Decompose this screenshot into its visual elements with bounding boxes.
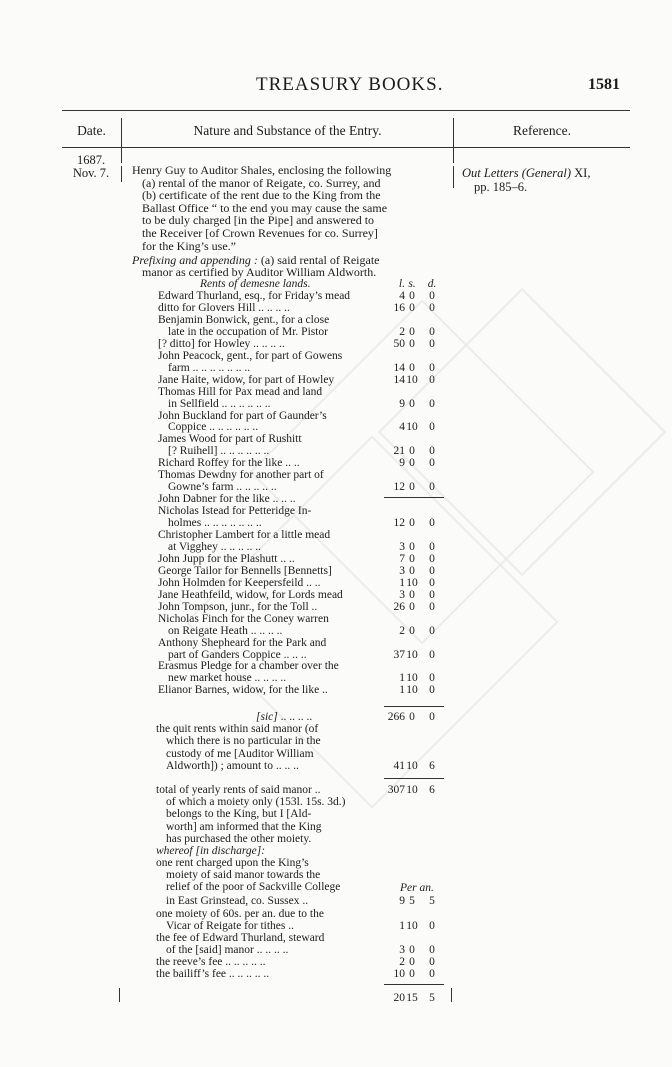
quit-d: 6 (429, 760, 435, 772)
final-d: 5 (429, 992, 435, 1004)
rental-row-l: 3 (399, 564, 405, 577)
prefix-text: (a) said rental of Reigate (257, 253, 380, 267)
rental-row-d: 0 (429, 517, 435, 530)
intro-line: (b) certificate of the rent due to the King from the (142, 188, 381, 203)
rental-row-s: 0 (409, 600, 415, 613)
rental-row-d: 0 (429, 361, 435, 374)
rental-row-d: 0 (429, 337, 435, 350)
rental-row-text: John Buckland for part of Gaunder’s (158, 409, 327, 422)
rental-row-text: John Holmden for Keepersfeild .. .. (158, 576, 321, 589)
rental-row-text: Benjamin Bonwick, gent., for a close (158, 313, 330, 326)
rental-row-l: 3 (399, 540, 405, 553)
quit-rent-line: Aldworth]) ; amount to .. .. .. (166, 759, 299, 772)
rental-row-text: in Sellfield .. .. .. .. .. .. (168, 397, 271, 410)
quit-rent-line: which there is no particular in the (166, 735, 321, 748)
reference-volume: XI, (571, 166, 591, 180)
charge-l: 10 (393, 968, 405, 980)
charge-l: 3 (399, 944, 405, 956)
intro-line: the Receiver [of Crown Revenues for co. Surrey] (142, 226, 378, 240)
intro-line: for the King’s use.” (142, 238, 236, 253)
charge-line: in East Grinstead, co. Sussex .. (166, 895, 309, 907)
prefix-label: Prefixing and appending : (132, 253, 258, 267)
charge-d: 0 (429, 920, 435, 932)
rental-row-s: 0 (409, 325, 415, 338)
rental-row-l: 16 (393, 301, 405, 314)
rental-row-text: John Tompson, junr., for the Toll .. (158, 600, 318, 613)
rental-row-s: 0 (409, 457, 415, 470)
intro-line: to be duly charged [in the Pipe] and answered to (142, 213, 375, 228)
total-l: 307 (387, 784, 405, 796)
charge-line: one rent charged upon the King’s (156, 857, 309, 869)
rental-row-s: 0 (409, 361, 415, 374)
charge-l: 2 (399, 956, 405, 968)
total-line: of which a moiety only (153l. 15s. 3d.) (166, 796, 346, 809)
final-l: 20 (393, 992, 405, 1004)
rental-row-l: 9 (399, 457, 405, 470)
subtotal-d: 0 (429, 711, 435, 723)
total-line: belongs to the King, but I [Ald- (166, 808, 312, 821)
final-rule (384, 984, 444, 985)
table-top-rule (62, 110, 630, 111)
rental-row-l: 12 (393, 481, 405, 494)
charge-line: relief of the poor of Sackville College (166, 881, 341, 893)
header-bottom-rule (62, 147, 630, 148)
rental-row-l: 2 (399, 325, 405, 338)
intro-line: Ballast Office “ to the end you may cause the same (142, 200, 388, 215)
charge-line: the fee of Edward Thurland, steward (156, 932, 325, 944)
column-header-date: Date. (77, 123, 106, 138)
subtotal-label (256, 711, 312, 723)
rental-row-d: 0 (429, 301, 435, 314)
rental-row-text: [? ditto] for Howley .. .. .. .. (158, 337, 285, 350)
rental-row-text: Coppice .. .. .. .. .. .. (168, 421, 259, 434)
rental-row-l: 26 (393, 600, 405, 613)
rental-row-d: 0 (429, 564, 435, 577)
charge-s: 5 (409, 895, 415, 907)
rental-row-d: 0 (429, 600, 435, 613)
rental-row-d: 0 (429, 588, 435, 601)
rental-row-s: 0 (409, 624, 415, 637)
column-header-nature: Nature and Substance of the Entry. (193, 123, 382, 138)
rental-row-s: 0 (409, 540, 415, 553)
rental-row-s: 10 (406, 373, 418, 386)
rental-row-d: 0 (429, 325, 435, 338)
page-number: 1581 (588, 76, 620, 93)
rental-row-l: 1 (399, 576, 405, 589)
rental-row-l: 4 (399, 421, 405, 434)
rental-row-l: 14 (393, 361, 405, 374)
rental-row-s: 0 (409, 290, 415, 302)
rental-row-text: Thomas Dewdny for another part of (158, 469, 324, 482)
sic-label: [sic] (256, 711, 278, 723)
rental-row-l: 37 (393, 648, 405, 661)
rental-row-text: James Wood for part of Rushitt (158, 433, 302, 446)
reference-source: Out Letters (General) (462, 166, 572, 180)
charge-line: Vicar of Reigate for tithes .. (166, 920, 294, 932)
rental-row-s: 0 (409, 445, 415, 458)
rental-row-text: Nicholas Istead for Petteridge In- (158, 505, 312, 518)
quit-rent-line: custody of me [Auditor William (166, 747, 314, 760)
rental-row-l: 14 (393, 373, 405, 386)
rental-row-s: 0 (409, 481, 415, 494)
rental-row-text: Thomas Hill for Pax mead and land (158, 385, 323, 398)
rental-row-s: 0 (409, 588, 415, 601)
total-line: worth] am informed that the King (166, 820, 322, 833)
rental-row-text: Nicholas Finch for the Coney warren (158, 612, 329, 625)
rental-row-l: 12 (393, 517, 405, 530)
rental-row-l: 50 (393, 337, 405, 350)
quit-s: 10 (406, 760, 418, 772)
rental-row-d: 0 (429, 373, 435, 386)
dabner-rule (384, 497, 444, 498)
currency-l: l. (398, 278, 405, 290)
bottom-divider-right (451, 988, 452, 1002)
column-divider-right-lower (453, 166, 454, 188)
rental-row-text: new market house .. .. .. .. (168, 672, 287, 685)
currency-d: d. (427, 278, 437, 290)
rental-row-l: 21 (393, 445, 405, 458)
rental-row-text: Edward Thurland, esq., for Friday’s mead (158, 290, 351, 302)
rental-row-s: 10 (406, 684, 418, 697)
charge-line: moiety of said manor towards the (166, 869, 321, 881)
charge-s: 0 (409, 956, 415, 968)
reference-pages: pp. 185–6. (474, 180, 528, 194)
rental-row-d: 0 (429, 648, 435, 661)
rental-row-s: 0 (409, 552, 415, 565)
rental-row-d: 0 (429, 576, 435, 589)
rental-row-d: 0 (429, 540, 435, 553)
total-line: total of yearly rents of said manor .. (156, 784, 321, 796)
rental-row-text: Gowne’s farm .. .. .. .. .. (168, 481, 277, 494)
quit-rent-line: the quit rents within said manor (of (156, 723, 319, 735)
final-s: 15 (406, 992, 418, 1004)
per-annum-label: Per an. (400, 882, 434, 894)
rental-row-text: part of Ganders Coppice .. .. .. (168, 648, 307, 661)
rental-row-text: on Reigate Heath .. .. .. .. (168, 624, 283, 637)
charge-l: 9 (399, 895, 405, 907)
prefix-line-2: manor as certified by Auditor William Aldworth. (142, 265, 377, 279)
charge-l: 1 (399, 920, 405, 932)
rental-row-d: 0 (429, 672, 435, 685)
rental-row-text: holmes .. .. .. .. .. .. .. (168, 517, 262, 530)
intro-line: Henry Guy to Auditor Shales, enclosing the following (132, 163, 392, 177)
rental-row-d: 0 (429, 481, 435, 494)
rental-row-text: John Dabner for the like .. .. .. (158, 493, 296, 506)
rental-row-d: 0 (429, 457, 435, 470)
rental-row-s: 0 (409, 564, 415, 577)
rental-row-d: 0 (429, 421, 435, 434)
rental-row-d: 0 (429, 397, 435, 410)
rental-row-text: Christopher Lambert for a little mead (158, 529, 331, 541)
charge-line: the reeve’s fee .. .. .. .. .. (156, 956, 266, 968)
running-head (0, 74, 672, 98)
rental-row-l: 4 (399, 290, 405, 302)
rental-row-l: 7 (399, 552, 405, 565)
rental-row-text: John Jupp for the Plashutt .. .. (158, 552, 295, 565)
entry-reference (462, 166, 622, 194)
charge-s: 10 (406, 920, 418, 932)
rental-row-text: at Vigghey .. .. .. .. .. (168, 540, 262, 553)
currency-s: s. (408, 278, 416, 290)
rental-row-s: 10 (406, 648, 418, 661)
whereof-line: whereof [in discharge]: (156, 845, 266, 857)
total-line: has purchased the other moiety. (166, 832, 312, 845)
charge-line: one moiety of 60s. per an. due to the (156, 908, 324, 920)
total-s: 10 (406, 784, 418, 796)
rental-row-text: Elianor Barnes, widow, for the like .. (158, 684, 328, 697)
charge-d: 5 (429, 895, 435, 907)
rental-row-d: 0 (429, 684, 435, 697)
rental-row-text: ditto for Glovers Hill .. .. .. .. (158, 301, 290, 314)
charge-s: 0 (409, 944, 415, 956)
rental-row-s: 0 (409, 337, 415, 350)
rental-row-l: 1 (399, 684, 405, 697)
charge-d: 0 (429, 956, 435, 968)
rental-row-l: 9 (399, 397, 405, 410)
rental-row-s: 0 (409, 517, 415, 530)
charge-line: the bailiff’s fee .. .. .. .. .. (156, 968, 270, 980)
rental-row-text: Jane Heathfeild, widow, for Lords mead (158, 588, 343, 601)
rental-row-text: Anthony Shepheard for the Park and (158, 636, 327, 649)
rental-row-text: George Tailor for Bennells [Bennetts] (158, 564, 332, 577)
charge-d: 0 (429, 968, 435, 980)
charge-d: 0 (429, 944, 435, 956)
total-d: 6 (429, 784, 435, 796)
rental-row-l: 2 (399, 624, 405, 637)
rental-row-l: 1 (399, 672, 405, 685)
rental-row-s: 10 (406, 421, 418, 434)
rental-row-text: farm .. .. .. .. .. .. .. (168, 361, 251, 374)
rental-row-s: 0 (409, 397, 415, 410)
rental-row-text: Richard Roffey for the like .. .. (158, 457, 300, 470)
rental-row-s: 10 (406, 576, 418, 589)
charge-s: 0 (409, 968, 415, 980)
running-title: TREASURY BOOKS. (256, 74, 444, 95)
subtotal-rule (384, 706, 444, 707)
rental-row-d: 0 (429, 290, 435, 302)
rents-heading: Rents of demesne lands. (200, 278, 311, 290)
entry-date: Nov. 7. (72, 166, 110, 180)
rental-row-text: John Peacock, gent., for part of Gowens (158, 349, 343, 362)
subtotal-s: 0 (409, 711, 415, 723)
column-header-reference: Reference. (512, 123, 572, 138)
rental-row-text: Jane Haite, widow, for part of Howley (158, 373, 335, 386)
rental-row-d: 0 (429, 445, 435, 458)
rental-row-d: 0 (429, 624, 435, 637)
column-divider-left-lower (121, 166, 122, 182)
total-rule (384, 778, 444, 779)
subtotal-dots: .. .. .. .. (277, 711, 313, 723)
rental-row-text: Erasmus Pledge for a chamber over the (158, 660, 339, 673)
bottom-divider-left (119, 988, 120, 1002)
intro-line: (a) rental of the manor of Reigate, co. Surrey, and (142, 175, 381, 190)
rental-row-text: late in the occupation of Mr. Pistor (168, 325, 329, 338)
charge-line: of the [said] manor .. .. .. .. (166, 944, 289, 956)
rental-row-l: 3 (399, 588, 405, 601)
rental-row-d: 0 (429, 552, 435, 565)
quit-l: 41 (393, 760, 405, 772)
rental-row-s: 10 (406, 672, 418, 685)
rental-row-s: 0 (409, 301, 415, 314)
subtotal-l: 266 (387, 711, 405, 723)
rental-row-text: [? Ruihell] .. .. .. .. .. .. (168, 445, 270, 458)
entry-year: 1687. (76, 153, 106, 167)
